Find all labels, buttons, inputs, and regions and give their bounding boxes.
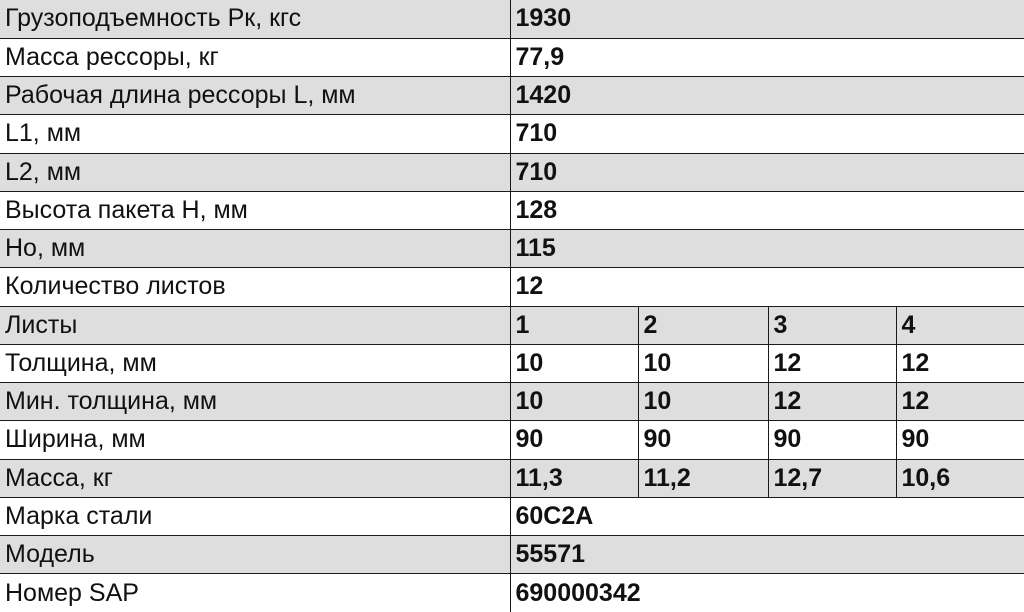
- label-l1: L1, мм: [0, 115, 510, 153]
- row-working-length: [0, 77, 1024, 115]
- label-thickness: Толщина, мм: [0, 344, 510, 382]
- value-leaf-mass-4: 10,6: [896, 459, 1024, 497]
- row-leaves: [0, 306, 1024, 344]
- value-leaf-1: 1: [510, 306, 638, 344]
- row-load-capacity: [0, 0, 1024, 38]
- value-steel-grade: 60С2А: [510, 497, 1024, 535]
- label-sap-number: Номер SAP: [0, 574, 510, 612]
- row-width: [0, 421, 1024, 459]
- row-thickness: [0, 344, 1024, 382]
- value-working-length: 1420: [510, 77, 1024, 115]
- label-model: Модель: [0, 536, 510, 574]
- row-sap-number: [0, 574, 1024, 612]
- label-steel-grade: Марка стали: [0, 497, 510, 535]
- label-pack-height: Высота пакета H, мм: [0, 191, 510, 229]
- value-leaf-mass-2: 11,2: [638, 459, 768, 497]
- value-sap-number: 690000342: [510, 574, 1024, 612]
- value-thickness-4: 12: [896, 344, 1024, 382]
- value-leaf-mass-3: 12,7: [768, 459, 896, 497]
- value-model: 55571: [510, 536, 1024, 574]
- row-steel-grade: [0, 497, 1024, 535]
- label-leaf-count: Количество листов: [0, 268, 510, 306]
- row-l2: [0, 153, 1024, 191]
- value-l2: 710: [510, 153, 1024, 191]
- value-width-3: 90: [768, 421, 896, 459]
- value-min-thickness-4: 12: [896, 383, 1024, 421]
- value-min-thickness-1: 10: [510, 383, 638, 421]
- row-pack-height: [0, 191, 1024, 229]
- row-leaf-count: [0, 268, 1024, 306]
- value-min-thickness-3: 12: [768, 383, 896, 421]
- label-spring-mass: Масса рессоры, кг: [0, 38, 510, 76]
- row-min-thickness: [0, 383, 1024, 421]
- label-min-thickness: Мин. толщина, мм: [0, 383, 510, 421]
- row-l1: [0, 115, 1024, 153]
- label-leaf-mass: Масса, кг: [0, 459, 510, 497]
- value-leaf-2: 2: [638, 306, 768, 344]
- value-leaf-3: 3: [768, 306, 896, 344]
- value-min-thickness-2: 10: [638, 383, 768, 421]
- label-leaves: Листы: [0, 306, 510, 344]
- value-spring-mass: 77,9: [510, 38, 1024, 76]
- label-ho: Ho, мм: [0, 230, 510, 268]
- value-pack-height: 128: [510, 191, 1024, 229]
- value-leaf-count: 12: [510, 268, 1024, 306]
- label-l2: L2, мм: [0, 153, 510, 191]
- value-thickness-3: 12: [768, 344, 896, 382]
- value-width-4: 90: [896, 421, 1024, 459]
- value-width-2: 90: [638, 421, 768, 459]
- row-model: [0, 536, 1024, 574]
- value-thickness-2: 10: [638, 344, 768, 382]
- label-load-capacity: Грузоподъемность Рк, кгс: [0, 0, 510, 38]
- value-leaf-4: 4: [896, 306, 1024, 344]
- value-ho: 115: [510, 230, 1024, 268]
- label-width: Ширина, мм: [0, 421, 510, 459]
- row-spring-mass: [0, 38, 1024, 76]
- row-ho: [0, 230, 1024, 268]
- label-working-length: Рабочая длина рессоры L, мм: [0, 77, 510, 115]
- value-leaf-mass-1: 11,3: [510, 459, 638, 497]
- value-load-capacity: 1930: [510, 0, 1024, 38]
- value-width-1: 90: [510, 421, 638, 459]
- value-thickness-1: 10: [510, 344, 638, 382]
- value-l1: 710: [510, 115, 1024, 153]
- row-leaf-mass: [0, 459, 1024, 497]
